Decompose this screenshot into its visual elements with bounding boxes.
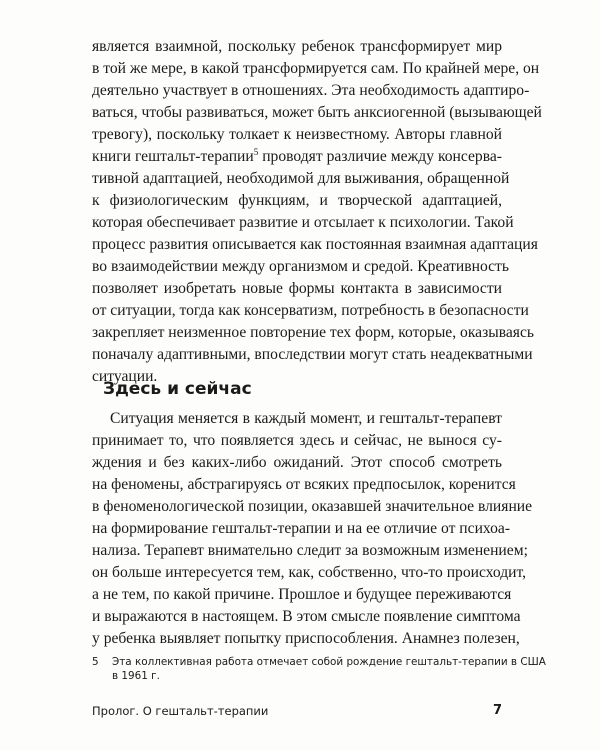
text-line: в феноменологической позиции, оказавшей значительное влияние [92, 498, 533, 515]
text-line: которая обеспечивает развитие и отсылает к психологии. Такой [92, 214, 514, 231]
text-line: а не тем, по какой причине. Прошлое и будущее переживаются [92, 586, 512, 603]
text-line-with-footnote [92, 146, 502, 168]
text-line: от ситуации, тогда как консерватизм, потребность в безопасности [92, 302, 529, 319]
text-line: деятельно участвует в отношениях. Эта необходимость адаптиро- [92, 82, 530, 99]
footnote-line: в 1961 г. [112, 670, 160, 682]
text-line: тревогу), поскольку толкает к неизвестному. Авторы главной [92, 126, 502, 143]
footnote-line: Эта коллективная работа отмечает собой рождение гештальт-терапии в США [112, 656, 546, 668]
text-line: на феномены, абстрагируясь от всяких предпосылок, коренится [92, 476, 516, 493]
text-line: принимает то, что появляется здесь и сейчас, не вынося су- [92, 432, 502, 449]
running-footer-title: Пролог. О гештальт-терапии [92, 704, 269, 718]
text-line: во взаимодействии между организмом и средой. Креативность [92, 258, 509, 275]
text-fragment: проводят различие между консерва- [258, 148, 502, 165]
text-line: является взаимной, поскольку ребенок трансформирует мир [92, 38, 502, 55]
text-line: к физиологическим функциям, и творческой адаптацией, [92, 192, 502, 209]
text-line: нализа. Терапевт внимательно следит за возможным изменением; [92, 542, 528, 559]
text-line: в той же мере, в какой трансформируется сам. По крайней мере, он [92, 60, 540, 77]
footnote-text [112, 655, 546, 683]
text-fragment: книги гештальт-терапии [92, 148, 254, 165]
text-line: Ситуация меняется в каждый момент, и гештальт-терапевт [110, 410, 502, 427]
footnote [92, 655, 546, 683]
text-line: у ребенка выявляет попытку приспособления. Анамнез полезен, [92, 630, 520, 647]
text-line: процесс развития описывается как постоянная взаимная адаптация [92, 236, 538, 253]
text-line: и выражаются в настоящем. В этом смысле появление симптома [92, 608, 521, 625]
text-line: на формирование гештальт-терапии и на ее отличие от психоа- [92, 520, 511, 537]
text-line: поначалу адаптивными, впоследствии могут стать неадекватными [92, 346, 533, 363]
text-line: закрепляет неизменное повторение тех форм, которые, оказываясь [92, 324, 534, 341]
body-paragraph-1 [92, 36, 542, 388]
footnote-reference[interactable]: 5 [253, 146, 259, 157]
text-line: ждения и без каких-либо ожиданий. Этот способ смотреть [92, 454, 502, 471]
text-line: он больше интересуется тем, как, собственно, что-то происходит, [92, 564, 527, 581]
text-line: ситуации. [92, 368, 158, 385]
text-line: позволяет изобретать новые формы контакта в зависимости [92, 280, 502, 297]
text-line: тивной адаптацией, необходимой для выживания, обращенной [92, 170, 510, 187]
text-line: ваться, чтобы развиваться, может быть анксиогенной (вызывающей [92, 104, 542, 121]
running-footer [92, 701, 502, 721]
footnote-row [92, 655, 546, 683]
page-number: 7 [492, 703, 502, 718]
section-heading: Здесь и сейчас [103, 379, 252, 399]
footnote-number: 5 [92, 656, 99, 668]
body-paragraph-2 [92, 408, 533, 650]
